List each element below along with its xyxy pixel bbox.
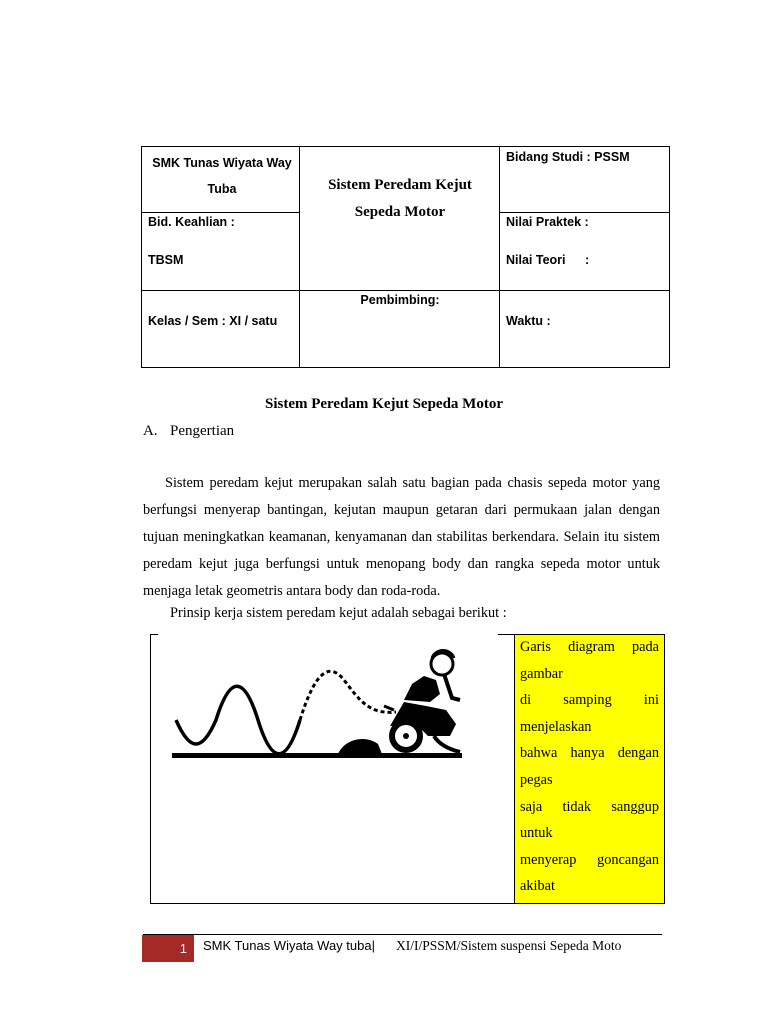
caption-line: Garis diagram pada: [520, 639, 659, 655]
caption-line: untuk: [520, 825, 553, 842]
bid-keahlian-value: TBSM: [148, 253, 184, 267]
caption-line: gambar: [520, 665, 563, 682]
header-table: [141, 146, 670, 368]
caption-line: saja tidak sanggup: [520, 798, 659, 815]
document-title: Sistem Peredam Kejut Sepeda Motor: [264, 396, 503, 412]
footer-school: SMK Tunas Wiyata Way tuba|: [203, 938, 375, 953]
school-name-line2: Tuba: [207, 182, 237, 196]
oscillation-wave-dashed: [300, 671, 396, 720]
header-title-line1: Sistem Peredam Kejut: [328, 177, 472, 193]
kelas-sem: Kelas / Sem : XI / satu: [148, 314, 278, 328]
figure-border: [150, 634, 158, 635]
header-divider: [142, 212, 299, 213]
section-title: Pengertian: [170, 423, 235, 439]
motorcycle-rider-icon: [384, 651, 460, 753]
header-title-line2: Sepeda Motor: [354, 204, 446, 220]
bid-keahlian-label: Bid. Keahlian :: [148, 215, 235, 229]
pembimbing: Pembimbing:: [360, 293, 440, 307]
nilai-teori-colon: :: [585, 253, 590, 267]
footer-code: XI/I/PSSM/Sistem suspensi Sepeda Moto: [396, 938, 622, 953]
road-line: [172, 753, 462, 758]
nilai-teori-label: Nilai Teori: [506, 253, 566, 267]
section-heading: [143, 423, 234, 440]
header-divider: [499, 212, 670, 213]
caption-line: di samping ini: [520, 692, 659, 709]
paragraph-text: Sistem peredam kejut merupakan salah satu bagian pada chasis sepeda motor yang berfungsi menyerap bantingan, kejutan maupun getaran dari permukaan jalan dengan tujuan meningkatkan keamanan, kenyamanan dan stabilitas berkendara. Selain itu sistem peredam kejut juga berfungsi untuk menopang body dan rangka sepeda motor untuk menjaga letak geometris antara body dan roda-roda.: [143, 475, 660, 599]
shock-wave-motorcycle-illustration: [168, 640, 468, 775]
caption-line: bahwa hanya dengan: [520, 745, 659, 762]
nilai-praktek: Nilai Praktek :: [506, 215, 589, 229]
school-name-line1: SMK Tunas Wiyata Way: [152, 156, 292, 170]
oscillation-wave: [176, 686, 300, 754]
section-number: A.: [143, 423, 158, 439]
caption-line: pegas: [520, 772, 553, 788]
nilai-teori: [506, 253, 589, 267]
school-name: [152, 150, 292, 202]
header-title: [300, 172, 500, 226]
road-bump: [338, 739, 382, 754]
caption-line: akibat: [520, 878, 555, 895]
header-divider: [142, 290, 670, 291]
caption-line: menjelaskan: [520, 718, 592, 735]
principle-sentence: Prinsip kerja sistem peredam kejut adalah sebagai berikut :: [170, 605, 507, 621]
footer-page-number: 1: [142, 935, 194, 962]
bidang-studi: Bidang Studi : PSSM: [506, 150, 630, 164]
waktu: Waktu :: [506, 314, 551, 328]
paragraph: [143, 470, 660, 605]
caption-line: menyerap goncangan: [520, 851, 659, 868]
footer-line: [143, 934, 662, 935]
